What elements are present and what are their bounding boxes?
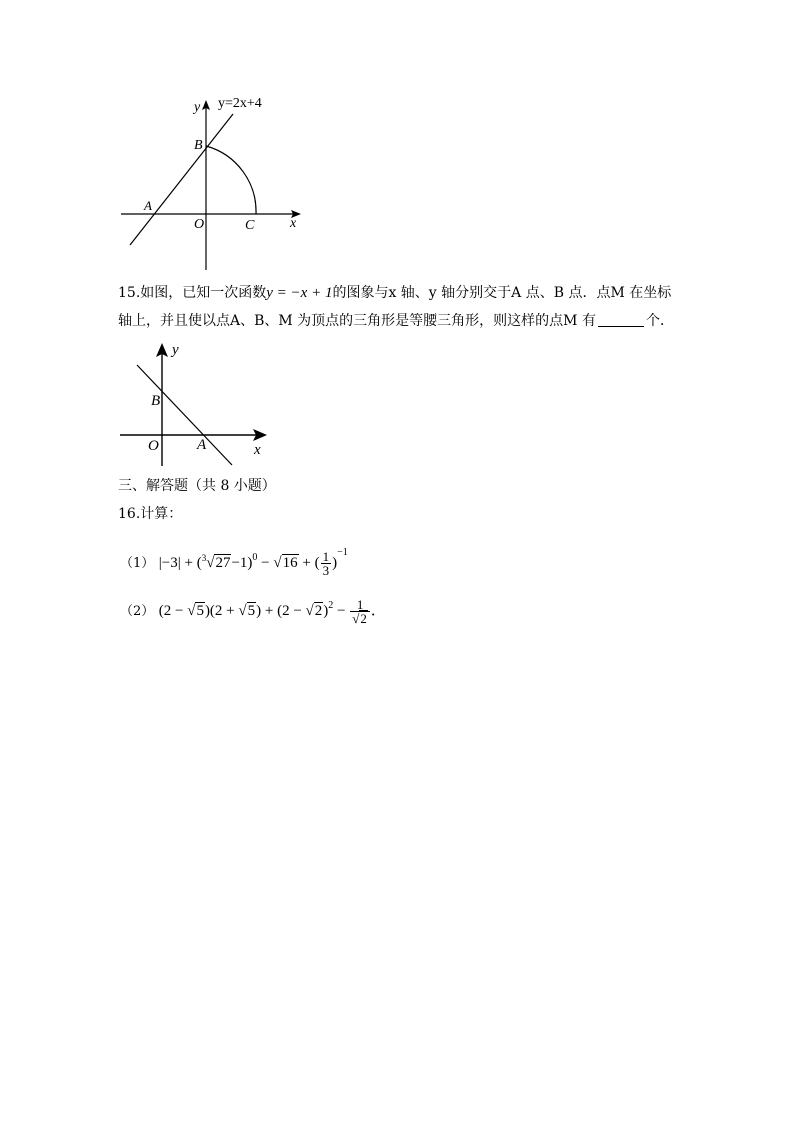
q16-part1-expression: $|-3| + (^3√27-1)^0 - √16$ + ( $\frac{1}{3}$ )$^{-1}$ [158,547,348,579]
sqrt-5-a-radicand: 5 [196,603,204,619]
q15-answer-blank[interactable] [598,312,644,327]
y-axis-label: y [194,100,201,115]
point-o-label: O [194,217,205,232]
fraction-one-third: $\frac{1}{3}$ [322,549,330,579]
exponent-neg-one: −1 [337,547,348,558]
exponent-zero: 0 [252,552,258,563]
sqrt-2-a-radicand: 2 [314,603,323,619]
sqrt-5-b-radicand: 5 [247,603,256,619]
q15-line2-suffix: 个． [645,313,674,329]
x-axis-label: x [290,216,297,231]
q15-line-2 [118,311,674,331]
point-b-label: B [151,393,161,409]
line-y-2x-4 [130,114,233,245]
period: ． [370,603,386,619]
q16-part2 [120,587,386,625]
cuberoot-index: 3 [201,553,207,563]
q15-line-1 [118,283,671,303]
abs-bar-right: | [177,555,181,571]
q15-line1-prefix: 15.如图，已知一次函数 [118,285,267,301]
abs-bar-left: | [158,555,162,571]
q15-line1-suffix: 的图象与x 轴、y 轴分别交于A 点、B 点．点M 在坐标 [332,285,672,301]
q15-equation: y = −x + 1 [266,285,333,301]
arc-b-to-c [206,146,256,214]
q16-title: 16.计算： [118,506,183,522]
figure-1-graph [115,90,315,275]
q15-line2-prefix: 轴上，并且使以点A、B、M 为顶点的三角形是等腰三角形，则这样的点M 有 [118,313,596,329]
q16-part2-label: （2） [120,604,155,619]
section-3-heading: 三、解答题（共 8 小题） [118,478,276,494]
q16-part1 [120,535,348,579]
abs-value: −3 [161,555,178,571]
cuberoot-radicand: 27 [215,555,231,571]
figure-2-graph [115,338,275,468]
point-a-label: A [197,437,207,453]
minus-sign: − [261,555,270,571]
point-o-label: O [148,438,159,454]
point-c-label: C [245,218,255,233]
point-a-label: A [144,198,152,213]
point-b-label: B [194,138,203,153]
exponent-two: 2 [328,600,334,611]
sqrt-16-radicand: 16 [282,555,298,571]
q16-part2-expression: $(2 - √5)(2 + √5) + (2 - √2)^2$ − $\frac{1}{√2}$ ． [158,597,386,627]
line-equation-label: y=2x+4 [218,96,262,111]
minus-one: −1 [231,555,248,571]
y-axis-label: y [172,342,179,358]
fraction-one-over-sqrt2: $\frac{1}{√2}$ [350,598,370,625]
q16-part1-label: （1） [120,556,155,571]
x-axis-label: x [254,442,261,458]
plus-sign: + [302,555,311,571]
